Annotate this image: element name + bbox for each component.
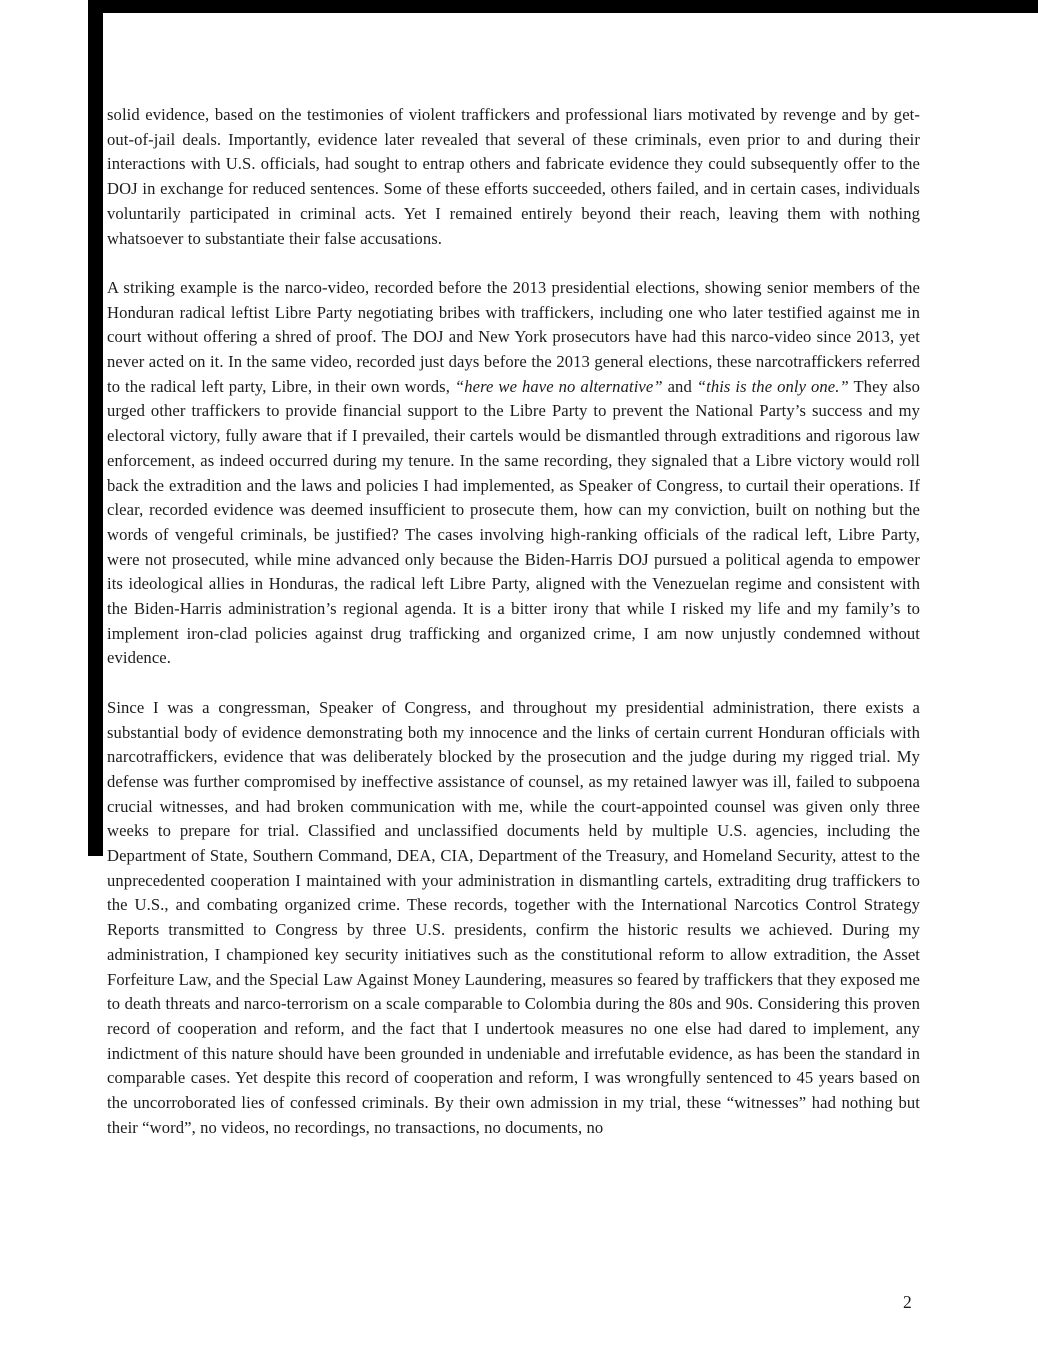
- body-text: solid evidence, based on the testimonies of violent traffickers and professional liars motivated by revenge and by get-out-of-jail deals. Importantly, evidence later revealed that several of these criminals, even prior to and during their interactions with U.S. officials, had sought to entrap others and fabricate evidence they could subsequently offer to the DOJ in exchange for reduced sentences. Some of these efforts succeeded, others failed, and in certain cases, individuals voluntarily participated in criminal acts. Yet I remained entirely beyond their reach, leaving them with nothing whatsoever to substantiate their false accusations.: [107, 105, 920, 248]
- body-text: Since I was a congressman, Speaker of Congress, and throughout my presidential administration, there exists a substantial body of evidence demonstrating both my innocence and the links of certain current Honduran officials with narcotraffickers, evidence that was deliberately blocked by the prosecution and the judge during my rigged trial. My defense was further compromised by ineffective assistance of counsel, as my retained lawyer was ill, failed to subpoena crucial witnesses, and had broken communication with me, while the court-appointed counsel was given only three weeks to prepare for trial. Classified and unclassified documents held by multiple U.S. agencies, including the Department of State, Southern Command, DEA, CIA, Department of the Treasury, and Homeland Security, attest to the unprecedented cooperation I maintained with your administration in dismantling cartels, extraditing drug traffickers to the U.S., and combating organized crime. These records, together with the International Narcotics Control Strategy Reports transmitted to Congress by three U.S. presidents, confirm the historic results we achieved. During my administration, I championed key security initiatives such as the constitutional reform to allow extradition, the Asset Forfeiture Law, and the Special Law Against Money Laundering, measures so feared by traffickers that they exposed me to death threats and narco-terrorism on a scale comparable to Colombia during the 80s and 90s. Considering this proven record of cooperation and reform, and the fact that I undertook measures no one else had dared to implement, any indictment of this nature should have been grounded in undeniable and irrefutable evidence, as has been the standard in comparable cases. Yet despite this record of cooperation and reform, I was wrongfully sentenced to 45 years based on the uncorroborated lies of confessed criminals. By their own admission in my trial, these “witnesses” had nothing but their “word”, no videos, no recordings, no transactions, no documents, no: [107, 697, 920, 1137]
- paragraph: [107, 696, 920, 1141]
- body-text: They also urged other traffickers to provide financial support to the Libre Party to prevent the National Party’s success and my electoral victory, fully aware that if I prevailed, their cartels would be dismantled through extraditions and rigorous law enforcement, as indeed occurred during my tenure. In the same recording, they signaled that a Libre victory would roll back the extradition and the laws and policies I had implemented, as Speaker of Congress, to curtail their operations. If clear, recorded evidence was deemed insufficient to prosecute them, how can my conviction, built on nothing but the words of vengeful criminals, be justified? The cases involving high-ranking officials of the radical left, Libre Party, were not prosecuted, while mine advanced only because the Biden-Harris DOJ pursued a political agenda to empower its ideological allies in Honduras, the radical left Libre Party, aligned with the Venezuelan regime and consistent with the Biden-Harris administration’s regional agenda. It is a bitter irony that while I risked my life and my family’s to implement iron-clad policies against drug trafficking and organized crime, I am now unjustly condemned without evidence.: [107, 376, 920, 668]
- body-text: and: [662, 376, 697, 396]
- body-text: A striking example is the narco-video, recorded before the 2013 presidential elections, showing senior members of the Honduran radical leftist Libre Party negotiating bribes with traffickers, including one who later testified against me in court without offering a shred of proof. The DOJ and New York prosecutors have had this narco-video since 2013, yet never acted on it. In the same video, recorded just days before the 2013 general elections, these narcotraffickers referred to the radical left party, Libre, in their own words,: [107, 277, 920, 396]
- page-number: 2: [903, 1292, 912, 1312]
- scan-artifact-left-bar: [88, 0, 103, 856]
- quoted-italic-text: “this is the only one.”: [696, 376, 849, 396]
- paragraph: [107, 276, 920, 671]
- letter-body: [107, 103, 920, 1141]
- quoted-italic-text: “here we have no alternative”: [454, 376, 663, 396]
- paragraph: [107, 103, 920, 251]
- scan-artifact-top-bar: [88, 0, 1038, 13]
